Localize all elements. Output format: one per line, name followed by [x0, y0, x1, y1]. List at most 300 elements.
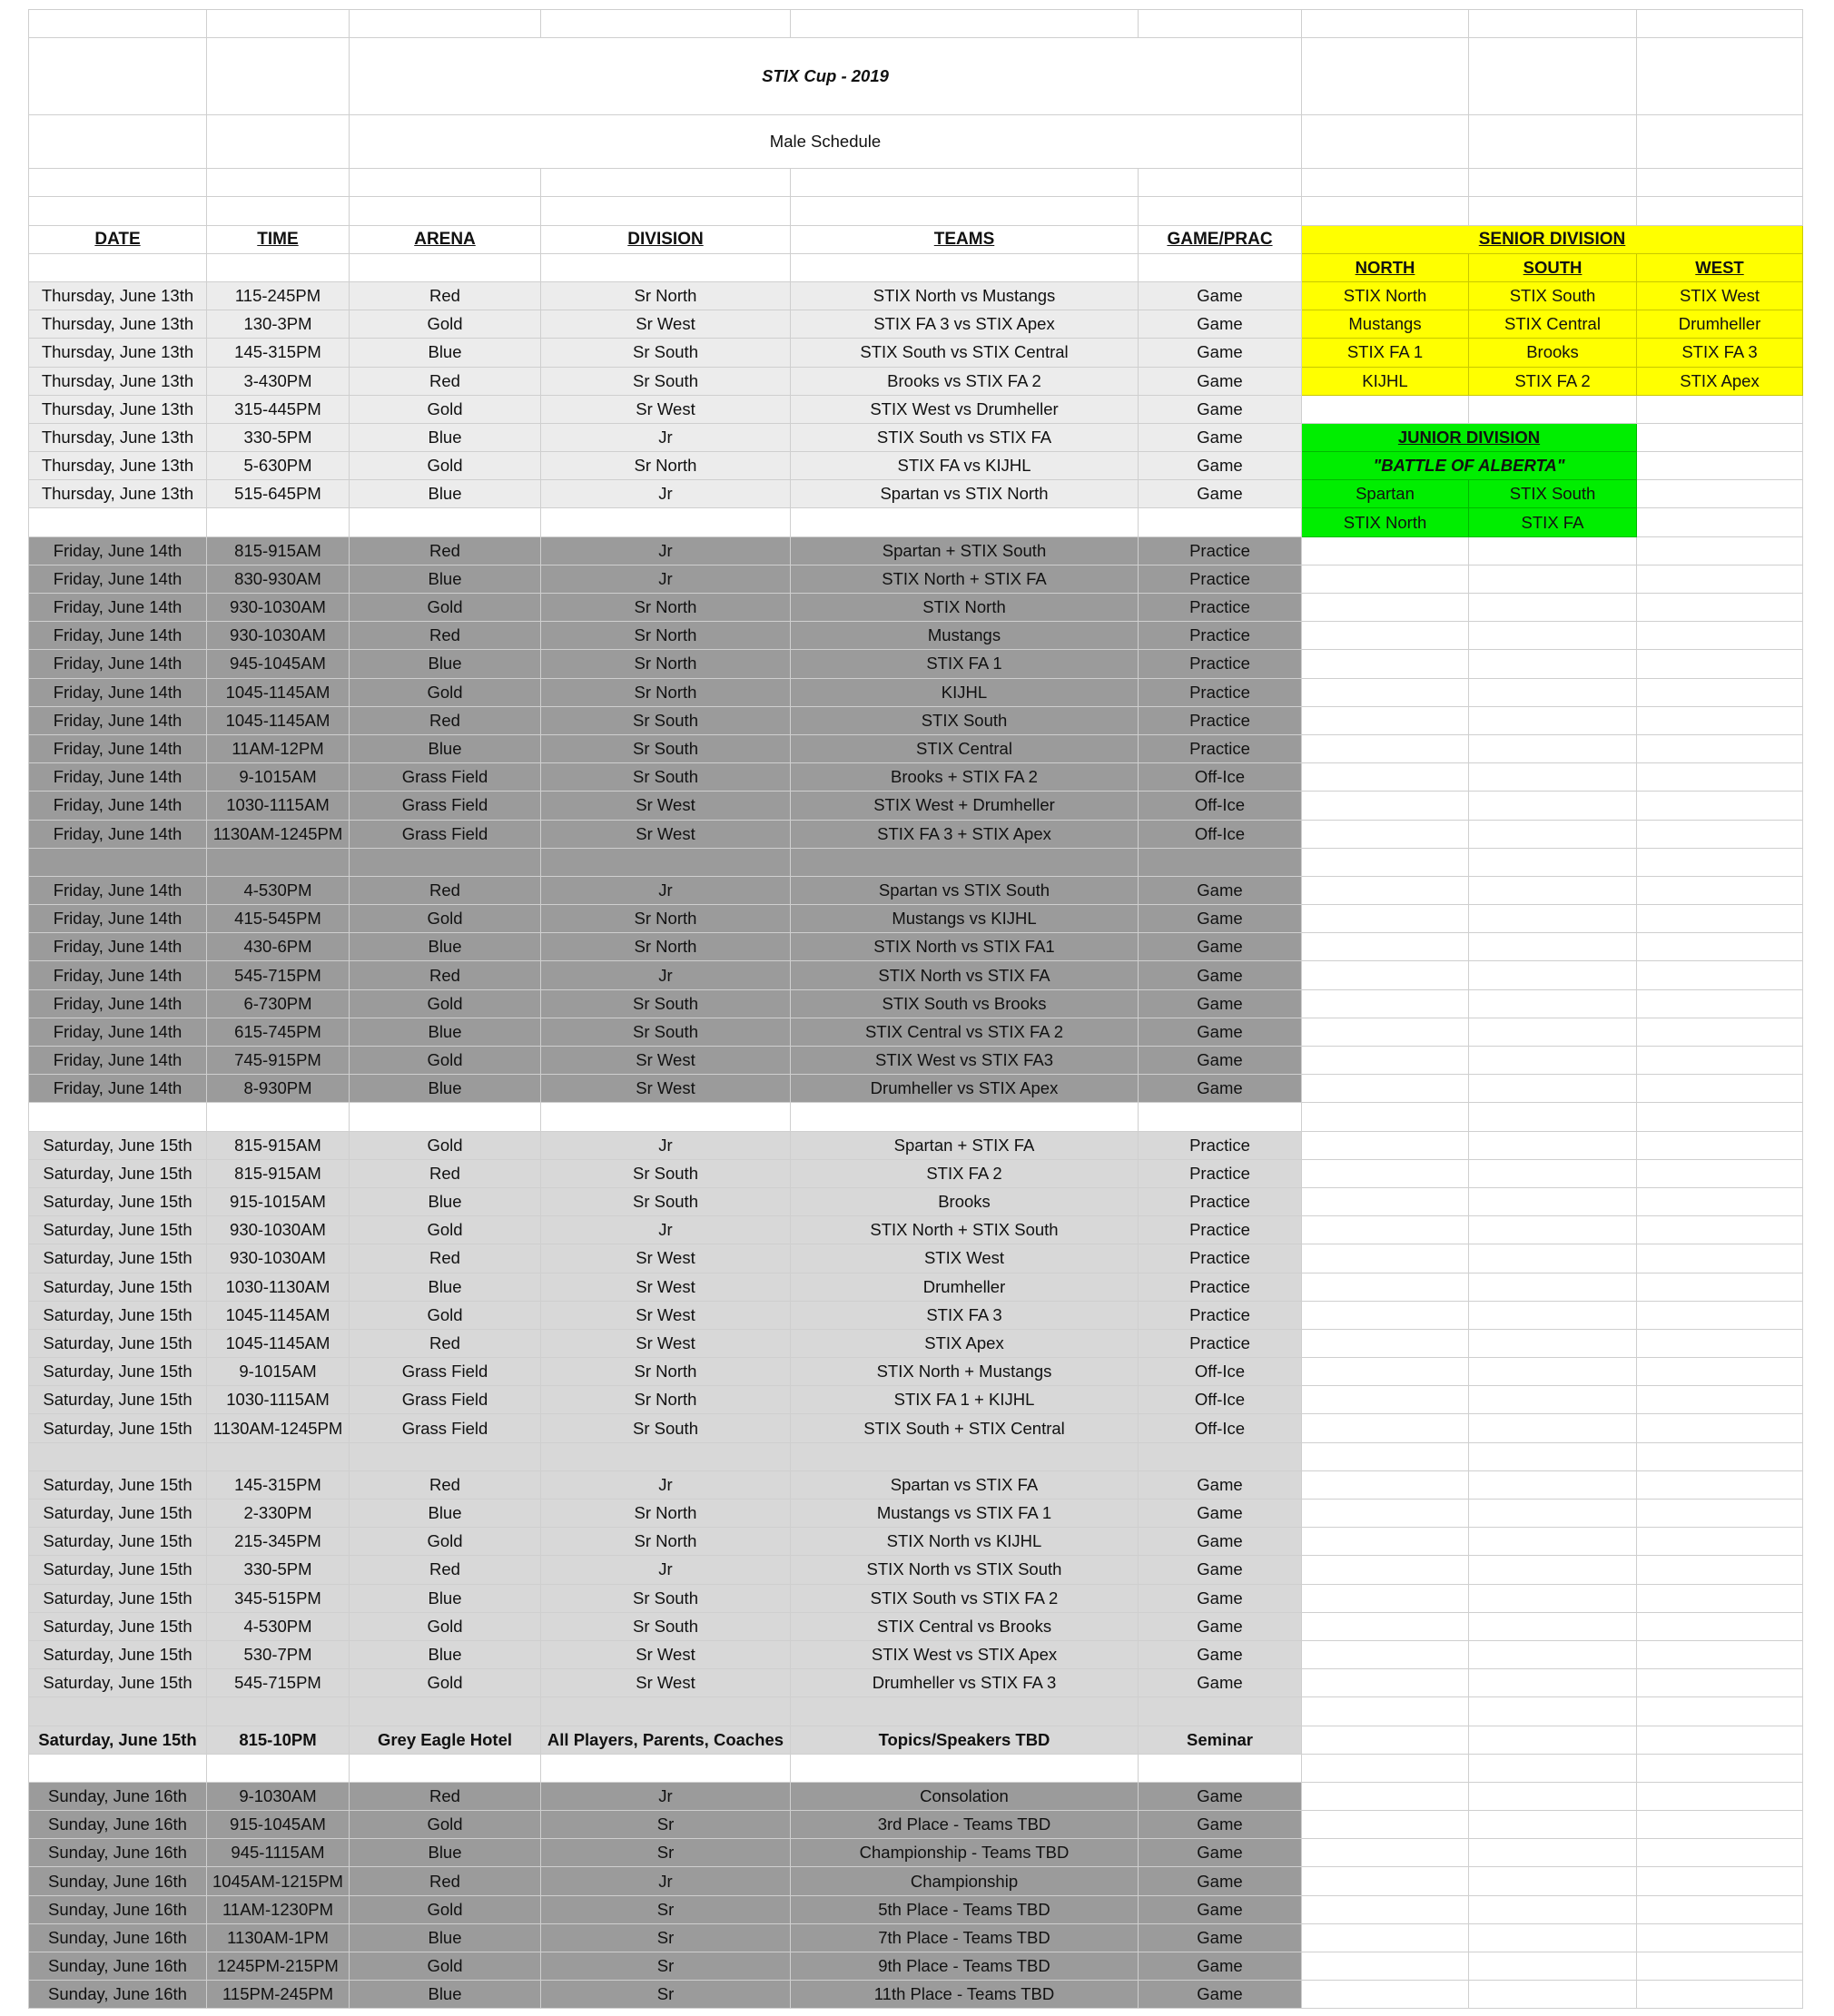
empty-cell	[1469, 1131, 1637, 1159]
schedule-cell: Sr West	[541, 1301, 791, 1329]
empty-cell	[1637, 1500, 1803, 1528]
schedule-cell: Sr	[541, 1811, 791, 1839]
empty-cell	[1637, 1414, 1803, 1442]
schedule-cell: Friday, June 14th	[29, 876, 207, 904]
schedule-cell: Friday, June 14th	[29, 961, 207, 989]
empty-cell	[1302, 1187, 1469, 1215]
schedule-cell: Game	[1139, 1923, 1302, 1952]
spacer-row	[29, 1697, 1803, 1726]
schedule-cell: Game	[1139, 1839, 1302, 1867]
empty-cell	[207, 508, 350, 536]
schedule-cell: Sr West	[541, 310, 791, 339]
schedule-cell: Red	[350, 876, 541, 904]
empty-cell	[1469, 1075, 1637, 1103]
schedule-cell: 315-445PM	[207, 395, 350, 423]
empty-cell	[1469, 1273, 1637, 1301]
schedule-row	[29, 310, 1803, 339]
schedule-cell: Friday, June 14th	[29, 622, 207, 650]
schedule-cell: Gold	[350, 1216, 541, 1244]
empty-cell	[1469, 1018, 1637, 1046]
empty-cell	[1302, 1528, 1469, 1556]
schedule-cell: STIX West vs Drumheller	[791, 395, 1139, 423]
schedule-cell: STIX North vs Mustangs	[791, 281, 1139, 310]
schedule-cell: Friday, June 14th	[29, 594, 207, 622]
schedule-cell: 11AM-12PM	[207, 734, 350, 762]
schedule-cell: Game	[1139, 1811, 1302, 1839]
empty-cell	[1469, 1414, 1637, 1442]
schedule-cell: 1130AM-1245PM	[207, 820, 350, 848]
empty-cell	[29, 38, 207, 115]
schedule-cell: 415-545PM	[207, 905, 350, 933]
schedule-cell: STIX North vs STIX South	[791, 1556, 1139, 1584]
empty-cell	[541, 1697, 791, 1726]
schedule-cell: 9-1030AM	[207, 1782, 350, 1810]
empty-cell	[1469, 565, 1637, 593]
schedule-cell: Thursday, June 13th	[29, 423, 207, 451]
empty-cell	[791, 1103, 1139, 1131]
schedule-cell: Game	[1139, 1528, 1302, 1556]
schedule-cell: STIX FA 3 + STIX Apex	[791, 820, 1139, 848]
schedule-row	[29, 622, 1803, 650]
senior-north-header: NORTH	[1302, 253, 1469, 281]
empty-cell	[1469, 1159, 1637, 1187]
empty-cell	[29, 1754, 207, 1782]
empty-cell	[1469, 1442, 1637, 1470]
empty-cell	[1637, 10, 1803, 38]
empty-cell	[350, 1697, 541, 1726]
empty-cell	[1302, 1131, 1469, 1159]
schedule-cell: STIX South vs STIX Central	[791, 339, 1139, 367]
schedule-cell: Blue	[350, 1839, 541, 1867]
schedule-cell: 3rd Place - Teams TBD	[791, 1811, 1139, 1839]
schedule-cell: Friday, June 14th	[29, 678, 207, 706]
schedule-cell: Drumheller vs STIX Apex	[791, 1075, 1139, 1103]
schedule-cell: STIX North vs KIJHL	[791, 1528, 1139, 1556]
schedule-cell: 930-1030AM	[207, 622, 350, 650]
page-title: STIX Cup - 2019	[350, 38, 1302, 115]
empty-cell	[207, 10, 350, 38]
schedule-cell: STIX Central	[791, 734, 1139, 762]
schedule-cell: Sunday, June 16th	[29, 1839, 207, 1867]
schedule-cell: Off-Ice	[1139, 792, 1302, 820]
schedule-cell: Practice	[1139, 565, 1302, 593]
empty-cell	[1469, 1244, 1637, 1273]
spacer-row	[29, 848, 1803, 876]
schedule-row	[29, 339, 1803, 367]
senior-team: STIX West	[1637, 281, 1803, 310]
column-header-date: DATE	[29, 225, 207, 253]
senior-team: STIX South	[1469, 281, 1637, 310]
schedule-cell: Off-Ice	[1139, 1414, 1302, 1442]
schedule-cell: Sr West	[541, 1329, 791, 1357]
empty-cell	[1637, 1556, 1803, 1584]
schedule-cell: 1030-1130AM	[207, 1273, 350, 1301]
schedule-cell: Gold	[350, 452, 541, 480]
schedule-cell: Sr South	[541, 706, 791, 734]
schedule-cell: Thursday, June 13th	[29, 281, 207, 310]
empty-cell	[1469, 876, 1637, 904]
schedule-cell: Sunday, June 16th	[29, 1782, 207, 1810]
schedule-cell: Gold	[350, 1047, 541, 1075]
schedule-cell: Red	[350, 1867, 541, 1895]
empty-cell	[1637, 820, 1803, 848]
schedule-cell: Blue	[350, 1640, 541, 1668]
schedule-row	[29, 1187, 1803, 1215]
schedule-cell: 545-715PM	[207, 1669, 350, 1697]
empty-cell	[1637, 1470, 1803, 1499]
schedule-cell: Practice	[1139, 1131, 1302, 1159]
schedule-cell: Sr West	[541, 1273, 791, 1301]
schedule-cell: Off-Ice	[1139, 763, 1302, 792]
empty-cell	[1637, 1782, 1803, 1810]
empty-cell	[1469, 594, 1637, 622]
schedule-cell: Friday, June 14th	[29, 1075, 207, 1103]
empty-cell	[1637, 1358, 1803, 1386]
schedule-cell: 1245PM-215PM	[207, 1952, 350, 1981]
schedule-cell: 815-915AM	[207, 536, 350, 565]
empty-cell	[1637, 594, 1803, 622]
schedule-cell: Friday, June 14th	[29, 706, 207, 734]
senior-team: STIX Apex	[1637, 367, 1803, 395]
schedule-cell: Brooks + STIX FA 2	[791, 763, 1139, 792]
schedule-cell: STIX South vs STIX FA 2	[791, 1584, 1139, 1612]
schedule-cell: Red	[350, 706, 541, 734]
empty-cell	[1469, 1500, 1637, 1528]
schedule-cell: STIX Central vs STIX FA 2	[791, 1018, 1139, 1046]
empty-cell	[350, 848, 541, 876]
schedule-cell: STIX North vs STIX FA1	[791, 933, 1139, 961]
junior-division-title: JUNIOR DIVISION	[1302, 423, 1637, 451]
empty-cell	[1302, 678, 1469, 706]
schedule-cell: Sr North	[541, 452, 791, 480]
schedule-cell: Sr West	[541, 1244, 791, 1273]
schedule-cell: Sr South	[541, 763, 791, 792]
schedule-cell: Game	[1139, 395, 1302, 423]
empty-cell	[791, 253, 1139, 281]
schedule-cell: Game	[1139, 905, 1302, 933]
empty-cell	[1469, 622, 1637, 650]
schedule-cell: Gold	[350, 1612, 541, 1640]
schedule-row	[29, 961, 1803, 989]
empty-cell	[1637, 1839, 1803, 1867]
schedule-cell: Red	[350, 1329, 541, 1357]
schedule-cell: Sr South	[541, 989, 791, 1018]
schedule-cell: Sr West	[541, 792, 791, 820]
empty-cell	[1302, 1329, 1469, 1357]
empty-cell	[1469, 1103, 1637, 1131]
schedule-row	[29, 480, 1803, 508]
schedule-cell: 1030-1115AM	[207, 1386, 350, 1414]
schedule-cell: Jr	[541, 536, 791, 565]
schedule-cell: 9th Place - Teams TBD	[791, 1952, 1139, 1981]
empty-cell	[1637, 961, 1803, 989]
schedule-row	[29, 1981, 1803, 2009]
empty-cell	[1637, 1697, 1803, 1726]
empty-cell	[1302, 1895, 1469, 1923]
empty-cell	[207, 253, 350, 281]
empty-cell	[1469, 169, 1637, 197]
spacer-row	[29, 1442, 1803, 1470]
schedule-row	[29, 536, 1803, 565]
schedule-cell: STIX FA 3 vs STIX Apex	[791, 310, 1139, 339]
schedule-cell: Sr	[541, 1895, 791, 1923]
empty-cell	[1302, 734, 1469, 762]
schedule-cell: Game	[1139, 1782, 1302, 1810]
empty-cell	[1637, 1386, 1803, 1414]
schedule-cell: Sr North	[541, 933, 791, 961]
schedule-cell: Jr	[541, 1470, 791, 1499]
spacer-row	[29, 1754, 1803, 1782]
schedule-cell: Blue	[350, 1187, 541, 1215]
empty-cell	[1637, 480, 1803, 508]
schedule-row	[29, 1047, 1803, 1075]
schedule-cell: Gold	[350, 1131, 541, 1159]
schedule-cell: STIX South	[791, 706, 1139, 734]
schedule-cell: Saturday, June 15th	[29, 1584, 207, 1612]
schedule-cell: 8-930PM	[207, 1075, 350, 1103]
schedule-cell: Game	[1139, 339, 1302, 367]
schedule-cell: Practice	[1139, 1273, 1302, 1301]
schedule-cell: Jr	[541, 876, 791, 904]
schedule-cell: Spartan + STIX FA	[791, 1131, 1139, 1159]
schedule-cell: Gold	[350, 989, 541, 1018]
schedule-cell: Friday, June 14th	[29, 933, 207, 961]
schedule-cell: Friday, June 14th	[29, 650, 207, 678]
schedule-cell: Sr North	[541, 1528, 791, 1556]
schedule-cell: Sr North	[541, 281, 791, 310]
schedule-row	[29, 452, 1803, 480]
schedule-cell: Saturday, June 15th	[29, 1386, 207, 1414]
schedule-cell: Practice	[1139, 536, 1302, 565]
schedule-cell: Brooks	[791, 1187, 1139, 1215]
empty-cell	[207, 1103, 350, 1131]
column-header-division: DIVISION	[541, 225, 791, 253]
schedule-cell: 830-930AM	[207, 565, 350, 593]
schedule-cell: Off-Ice	[1139, 1386, 1302, 1414]
senior-team: KIJHL	[1302, 367, 1469, 395]
empty-cell	[1302, 763, 1469, 792]
seminar-cell: Grey Eagle Hotel	[350, 1726, 541, 1754]
senior-division-title: SENIOR DIVISION	[1302, 225, 1803, 253]
schedule-cell: Sr North	[541, 1386, 791, 1414]
empty-cell	[1637, 395, 1803, 423]
empty-cell	[541, 1442, 791, 1470]
schedule-cell: Sr South	[541, 734, 791, 762]
schedule-row	[29, 1273, 1803, 1301]
empty-cell	[1469, 961, 1637, 989]
empty-cell	[1637, 1669, 1803, 1697]
empty-cell	[1469, 1386, 1637, 1414]
senior-south-header: SOUTH	[1469, 253, 1637, 281]
title-row	[29, 38, 1803, 115]
empty-cell	[1302, 1697, 1469, 1726]
senior-team: Drumheller	[1637, 310, 1803, 339]
empty-cell	[1302, 565, 1469, 593]
schedule-cell: Consolation	[791, 1782, 1139, 1810]
empty-cell	[1637, 536, 1803, 565]
schedule-cell: Drumheller vs STIX FA 3	[791, 1669, 1139, 1697]
empty-cell	[1302, 395, 1469, 423]
schedule-cell: Saturday, June 15th	[29, 1131, 207, 1159]
schedule-cell: 345-515PM	[207, 1584, 350, 1612]
empty-cell	[541, 169, 791, 197]
empty-cell	[1637, 1018, 1803, 1046]
schedule-cell: 330-5PM	[207, 1556, 350, 1584]
schedule-cell: Game	[1139, 1867, 1302, 1895]
schedule-cell: Red	[350, 1782, 541, 1810]
schedule-cell: Sr West	[541, 1047, 791, 1075]
schedule-cell: Gold	[350, 1811, 541, 1839]
schedule-cell: Sunday, June 16th	[29, 1895, 207, 1923]
schedule-cell: 815-915AM	[207, 1131, 350, 1159]
schedule-row	[29, 1782, 1803, 1810]
schedule-cell: Championship	[791, 1867, 1139, 1895]
empty-cell	[1302, 792, 1469, 820]
schedule-cell: Sr	[541, 1839, 791, 1867]
schedule-cell: Sr North	[541, 905, 791, 933]
empty-cell	[29, 169, 207, 197]
schedule-cell: STIX North	[791, 594, 1139, 622]
schedule-cell: Game	[1139, 1075, 1302, 1103]
schedule-cell: STIX Central vs Brooks	[791, 1612, 1139, 1640]
schedule-cell: Sunday, June 16th	[29, 1811, 207, 1839]
schedule-cell: 4-530PM	[207, 1612, 350, 1640]
empty-cell	[29, 10, 207, 38]
schedule-row	[29, 565, 1803, 593]
schedule-cell: 115-245PM	[207, 281, 350, 310]
schedule-cell: STIX South + STIX Central	[791, 1414, 1139, 1442]
schedule-cell: 545-715PM	[207, 961, 350, 989]
schedule-cell: STIX FA vs KIJHL	[791, 452, 1139, 480]
senior-team: Brooks	[1469, 339, 1637, 367]
empty-cell	[1637, 1244, 1803, 1273]
schedule-cell: Game	[1139, 933, 1302, 961]
schedule-cell: Gold	[350, 905, 541, 933]
empty-cell	[1302, 989, 1469, 1018]
schedule-cell: 945-1045AM	[207, 650, 350, 678]
schedule-cell: STIX Apex	[791, 1329, 1139, 1357]
column-header-type: GAME/PRAC	[1139, 225, 1302, 253]
schedule-cell: Sunday, June 16th	[29, 1981, 207, 2009]
schedule-cell: Sr	[541, 1923, 791, 1952]
empty-cell	[350, 1754, 541, 1782]
empty-cell	[1637, 423, 1803, 451]
empty-cell	[1637, 1640, 1803, 1668]
schedule-cell: Sr South	[541, 1414, 791, 1442]
empty-cell	[1637, 452, 1803, 480]
spacer-row	[29, 1103, 1803, 1131]
schedule-cell: Saturday, June 15th	[29, 1187, 207, 1215]
schedule-row	[29, 989, 1803, 1018]
empty-cell	[791, 1754, 1139, 1782]
empty-cell	[1637, 1952, 1803, 1981]
schedule-cell: STIX FA 1 + KIJHL	[791, 1386, 1139, 1414]
page-subtitle: Male Schedule	[350, 115, 1302, 169]
empty-cell	[1637, 1187, 1803, 1215]
schedule-cell: Jr	[541, 1216, 791, 1244]
empty-cell	[1139, 253, 1302, 281]
schedule-cell: 930-1030AM	[207, 1244, 350, 1273]
schedule-cell: STIX North vs STIX FA	[791, 961, 1139, 989]
empty-cell	[1302, 1358, 1469, 1386]
empty-cell	[1302, 1640, 1469, 1668]
schedule-cell: Red	[350, 281, 541, 310]
schedule-cell: 430-6PM	[207, 933, 350, 961]
empty-cell	[1469, 1556, 1637, 1584]
empty-cell	[1302, 622, 1469, 650]
schedule-cell: Gold	[350, 1895, 541, 1923]
schedule-cell: 7th Place - Teams TBD	[791, 1923, 1139, 1952]
empty-cell	[1302, 706, 1469, 734]
empty-cell	[1637, 1811, 1803, 1839]
schedule-cell: Mustangs vs STIX FA 1	[791, 1500, 1139, 1528]
schedule-cell: Friday, June 14th	[29, 536, 207, 565]
schedule-cell: Gold	[350, 310, 541, 339]
empty-cell	[1139, 1442, 1302, 1470]
schedule-cell: 745-915PM	[207, 1047, 350, 1075]
schedule-cell: Friday, June 14th	[29, 565, 207, 593]
schedule-cell: Practice	[1139, 734, 1302, 762]
schedule-cell: Gold	[350, 678, 541, 706]
schedule-cell: Sr West	[541, 1669, 791, 1697]
schedule-cell: Saturday, June 15th	[29, 1244, 207, 1273]
empty-cell	[1469, 1867, 1637, 1895]
schedule-cell: STIX FA 3	[791, 1301, 1139, 1329]
empty-cell	[1637, 1754, 1803, 1782]
empty-cell	[1469, 197, 1637, 225]
empty-cell	[1469, 1726, 1637, 1754]
empty-cell	[350, 1103, 541, 1131]
empty-cell	[1302, 1612, 1469, 1640]
schedule-cell: Red	[350, 1159, 541, 1187]
empty-cell	[29, 1697, 207, 1726]
empty-cell	[29, 1103, 207, 1131]
empty-cell	[791, 197, 1139, 225]
schedule-row	[29, 281, 1803, 310]
empty-cell	[1637, 622, 1803, 650]
empty-cell	[1637, 169, 1803, 197]
empty-cell	[1302, 1414, 1469, 1442]
empty-cell	[541, 848, 791, 876]
empty-cell	[1469, 1216, 1637, 1244]
seminar-cell: 815-10PM	[207, 1726, 350, 1754]
schedule-cell: Blue	[350, 1500, 541, 1528]
schedule-cell: Sr South	[541, 1612, 791, 1640]
empty-cell	[1302, 1442, 1469, 1470]
schedule-row	[29, 1640, 1803, 1668]
column-header-time: TIME	[207, 225, 350, 253]
schedule-row	[29, 1528, 1803, 1556]
empty-cell	[1637, 1301, 1803, 1329]
schedule-cell: Friday, June 14th	[29, 792, 207, 820]
schedule-table	[28, 9, 1803, 2009]
schedule-cell: Thursday, June 13th	[29, 480, 207, 508]
schedule-row	[29, 423, 1803, 451]
empty-cell	[1469, 905, 1637, 933]
schedule-sheet	[28, 9, 1802, 2015]
schedule-cell: Jr	[541, 480, 791, 508]
spacer-row	[29, 508, 1803, 536]
empty-cell	[1302, 1669, 1469, 1697]
schedule-cell: Sr West	[541, 1640, 791, 1668]
schedule-cell: Thursday, June 13th	[29, 452, 207, 480]
schedule-cell: Red	[350, 1556, 541, 1584]
schedule-cell: Game	[1139, 876, 1302, 904]
empty-cell	[1637, 1528, 1803, 1556]
schedule-row	[29, 1839, 1803, 1867]
schedule-cell: Jr	[541, 423, 791, 451]
empty-cell	[1469, 536, 1637, 565]
